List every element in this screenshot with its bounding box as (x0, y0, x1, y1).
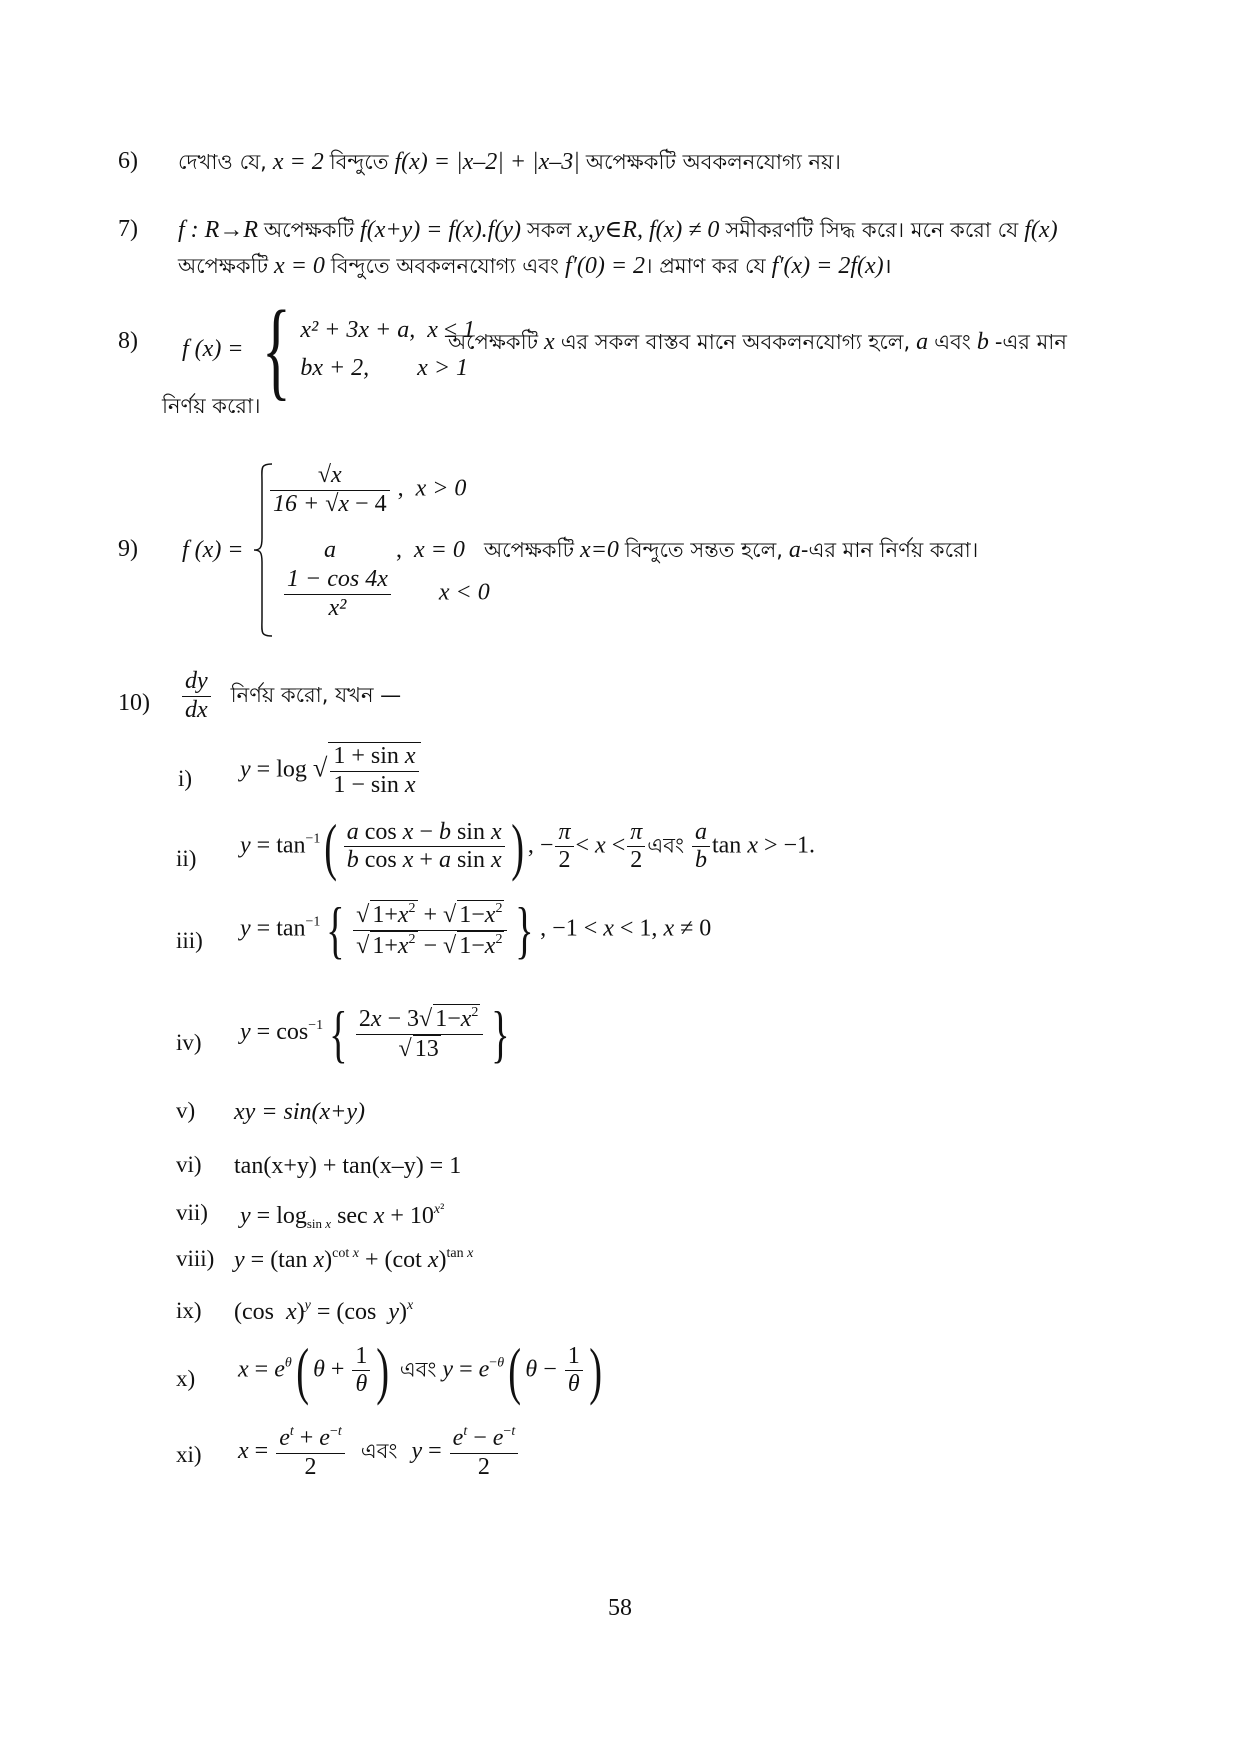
q10-item-x-expr: $x = e^\theta$( θ + $\frac{1}{\theta}$ ) এবং $y = e^{-\theta}$( θ − $\frac{1}{\theta}$ ) (238, 1335, 602, 1406)
q9-lhs: f (x) = (182, 537, 244, 563)
q10-item-ii-expr: $y = \tan^{-1}$( $\frac{\text{a cos x − b sin x}}{\text{b cos x + a sin x}}$ ) , − $\frac{\pi}{2}$ < x < $\frac{\pi}{2}$ এবং $\frac{a}{b}$ tan x > −1. (240, 811, 816, 882)
q10-item-iii-expr: $y = \tan^{-1}${ $\frac{√ 1+x^2 + √ 1-x^2}{√ 1+x^2 - √ 1-x^2}$ } , −1 < x < 1, x ≠ 0 (240, 894, 712, 966)
q8-number: 8) (118, 328, 138, 354)
q8-function: f (x) = { x² + 3x + a, x ≤ 1 bx + 2, x > 1 (182, 288, 476, 410)
q10-item-xi-expr: x = $\frac{e^t + e^{-t}}{2}$ এবং y = $\frac{e^t - e^{-t}}{2}$ (238, 1424, 520, 1481)
q9-text: অপেক্ষকটি x=0 বিন্দুতে সন্তত হলে, a-এর মান নির্ণয় করো। (484, 537, 979, 563)
q10-item-label: i) (178, 766, 193, 791)
q10-item-v-expr: xy = sin(x+y) (234, 1099, 365, 1125)
q8-line2: নির্ণয় করো। (162, 394, 261, 418)
q10-item-label: v) (176, 1098, 196, 1123)
q10-item-label: ix) (176, 1298, 202, 1323)
q8-text: অপেক্ষকটি x এর সকল বাস্তব মানে অবকলনযোগ্য হলে, a এবং b -এর মান (448, 329, 1067, 355)
q8-brace: { (261, 288, 291, 410)
q10-item-label: vii) (176, 1200, 208, 1225)
q10-item-label: ii) (176, 846, 197, 871)
q6-text: দেখাও যে, x = 2 বিন্দুতে f(x) = |x–2| + |x–3| অপেক্ষকটি অবকলনযোগ্য নয়। (178, 149, 841, 175)
q10-number: 10) (118, 690, 150, 716)
q7-number: 7) (118, 216, 138, 242)
q10-item-iv-expr: $y = \cos^{-1}${ $\frac{2x - 3√ 1-x^2}{√ 13}$ } (240, 997, 510, 1069)
q10-item-label: iii) (176, 928, 203, 953)
q10-item-ix-expr: (cos x)$^y$ = (cos y)$^x$ (234, 1298, 414, 1325)
q9-case3-fraction: $\frac{1 - \cos 4x}{\text{x²}}$ (284, 566, 391, 622)
page-number: 58 (608, 1595, 632, 1621)
q9-number: 9) (118, 536, 138, 562)
q6-number: 6) (118, 148, 138, 174)
q7-line1: f : R→R অপেক্ষকটি f(x+y) = f(x).f(y) সকল x,y∈R, f(x) ≠ 0 সমীকরণটি সিদ্ধ করে। মনে করো যে f(x) (178, 217, 1058, 243)
q10-item-label: x) (176, 1366, 196, 1391)
q10-item-label: viii) (176, 1246, 215, 1271)
q9-case3: $\frac{1 - \cos 4x}{\text{x²}}$ x < 0 (282, 566, 490, 622)
q10-dydx: $\frac{dy}{dx}$ (182, 668, 211, 724)
q10-header: $\frac{dy}{dx}$ নির্ণয় করো, যখন — (180, 668, 401, 724)
q9-case1: $\frac{√x}{16 + √x - 4}$ , x > 0 (268, 462, 466, 518)
q10-item-label: vi) (176, 1152, 202, 1177)
q10-item-label: xi) (176, 1442, 202, 1467)
q9-case1-fraction: $\frac{√x}{16 + √x - 4}$ (270, 462, 390, 518)
q9-case2: a , x = 0 (324, 537, 465, 563)
q7-line2: অপেক্ষকটি x = 0 বিন্দুতে অবকলনযোগ্য এবং f′(0) = 2। প্রমাণ কর যে f′(x) = 2f(x)। (178, 253, 892, 279)
q10-item-vi-expr: tan(x+y) + tan(x–y) = 1 (234, 1153, 462, 1179)
q10-item-i-expr: y = log √ $\frac{\text{1 + sin x}}{\text{1 − sin x}}$ (240, 742, 421, 799)
q10-item-label: iv) (176, 1030, 202, 1055)
q10-item-vii-expr: $y = \log_{sin x} \sec x + 10^{x^2}$ (240, 1202, 445, 1231)
q10-item-viii-expr: y = (tan x)$^{cot x}$ + (cot x)$^{tan x}$ (234, 1246, 474, 1273)
